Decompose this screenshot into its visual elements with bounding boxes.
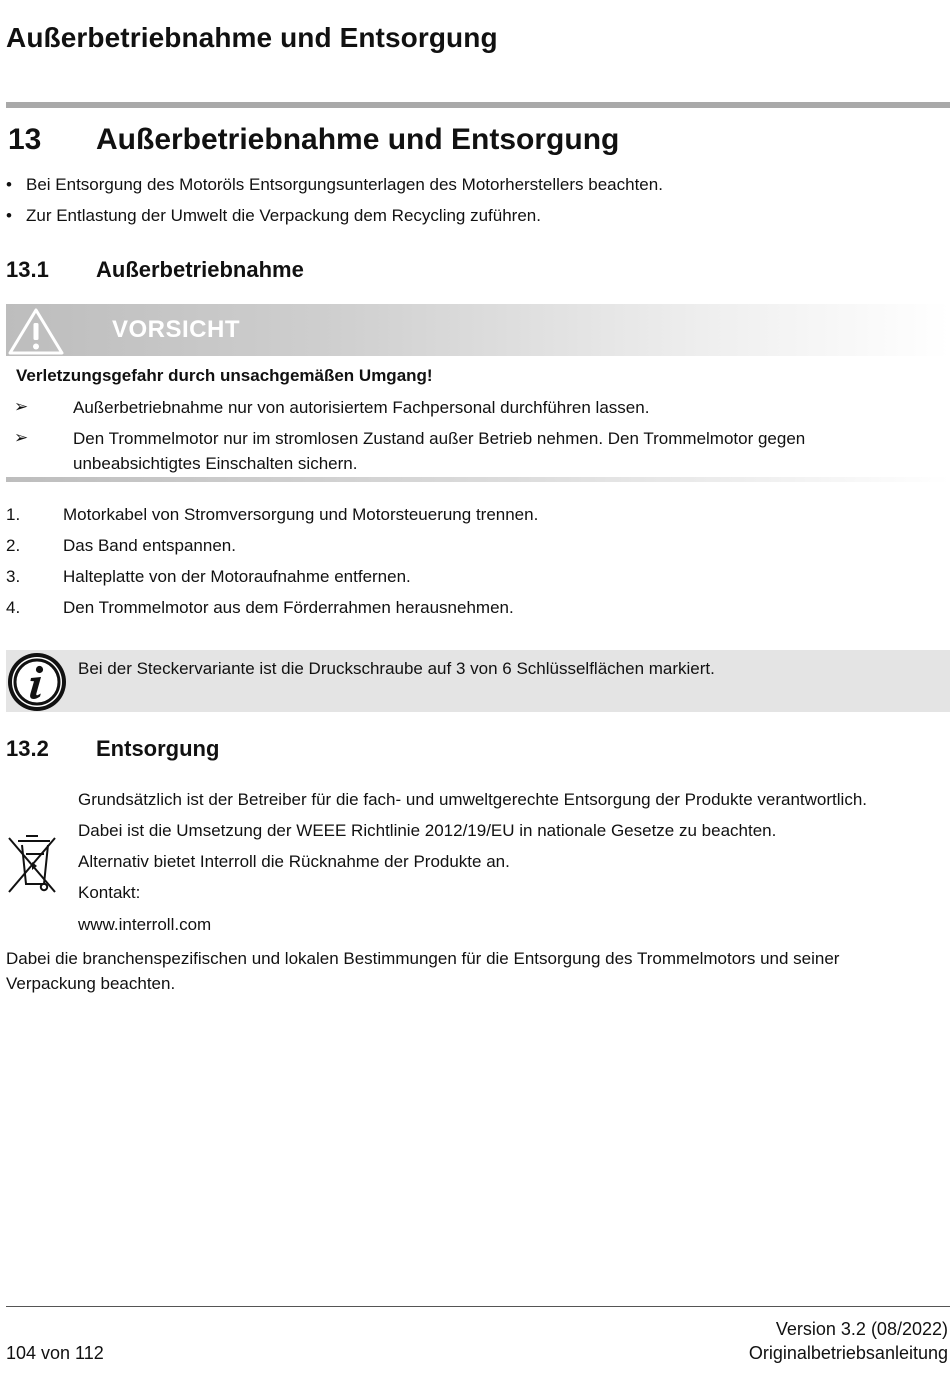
step-text: Motorkabel von Stromversorgung und Motorsteuerung trennen. [63,505,539,524]
contact-label: Kontakt: [78,883,141,902]
disposal-text-line: Dabei ist die Umsetzung der WEEE Richtlinie 2012/19/EU in nationale Gesetze zu beachten. [78,821,777,840]
arrow-bullet-icon: ➢ [14,397,29,416]
warning-triangle-icon [8,307,64,355]
crossed-out-wheelie-bin-icon [6,826,58,896]
caution-label: VORSICHT [112,316,241,343]
subsection-title: Entsorgung [96,736,220,761]
section-number: 13 [8,123,42,156]
page-number: 104 von 112 [6,1343,104,1363]
subsection-title: Außerbetriebnahme [96,257,304,282]
info-text: Bei der Steckervariante ist die Druckschraube auf 3 von 6 Schlüsselflächen markiert. [78,659,715,678]
step-number: 1. [6,505,21,524]
arrow-bullet-icon: ➢ [14,428,29,447]
contact-website-link[interactable]: www.interroll.com [78,915,212,934]
step-text: Das Band entspannen. [63,536,236,555]
document-version: Version 3.2 (08/2022) [775,1319,948,1339]
document-type: Originalbetriebsanleitung [748,1343,948,1363]
step-text: Den Trommelmotor aus dem Förderrahmen herausnehmen. [63,598,514,617]
disposal-text-line: Alternativ bietet Interroll die Rücknahme der Produkte an. [78,852,510,871]
disposal-text-line: Grundsätzlich ist der Betreiber für die fach- und umweltgerechte Entsorgung der Produkte verantwortlich. [78,790,868,809]
step-number: 4. [6,598,21,617]
info-icon [6,651,68,713]
bullet-text: Bei Entsorgung des Motoröls Entsorgungsunterlagen des Motorherstellers beachten. [26,175,663,194]
bullet-item [6,206,541,226]
caution-heading: Verletzungsgefahr durch unsachgemäßen Umgang! [16,366,433,385]
bullet-text: Zur Entlastung der Umwelt die Verpackung dem Recycling zuführen. [26,206,541,225]
caution-item: Außerbetriebnahme nur von autorisiertem Fachpersonal durchführen lassen. [73,398,650,417]
caution-item: Den Trommelmotor nur im stromlosen Zustand außer Betrieb nehmen. Den Trommelmotor gegen unbeabsichtigtes Einschalten sichern. [73,429,806,473]
bullet-item [6,175,663,195]
disposal-paragraph: Dabei die branchenspezifischen und lokalen Bestimmungen für die Entsorgung des Trommelmotors und seiner Verpackung beachten. [6,949,840,993]
bullet-dot: • [6,175,12,194]
subsection-number: 13.1 [6,257,49,282]
step-number: 3. [6,567,21,586]
subsection-number: 13.2 [6,736,49,761]
step-number: 2. [6,536,21,555]
caution-bottom-rule [6,477,950,482]
step-text: Halteplatte von der Motoraufnahme entfernen. [63,567,411,586]
running-header: Außerbetriebnahme und Entsorgung [6,22,498,53]
bullet-dot: • [6,206,12,225]
header-rule [6,102,950,108]
section-title: Außerbetriebnahme und Entsorgung [96,123,620,156]
footer-rule [6,1306,950,1307]
